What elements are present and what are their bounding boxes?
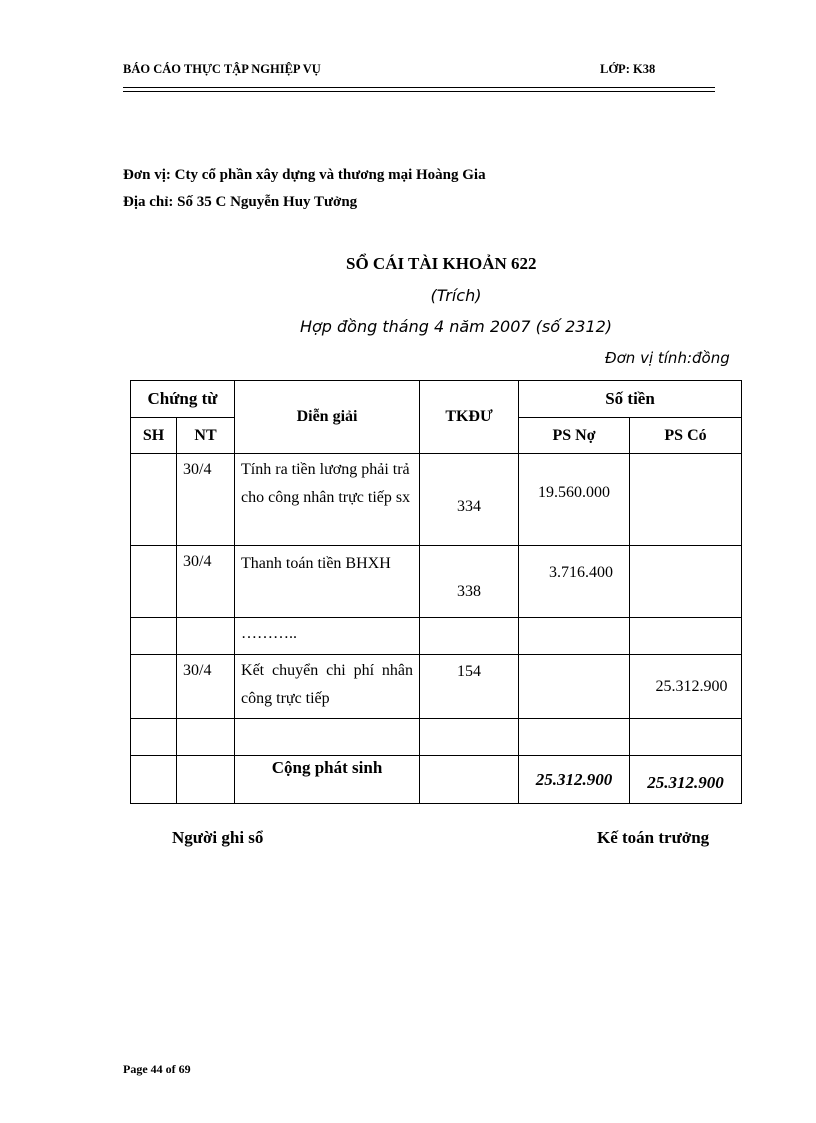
page-number: Page 44 of 69 xyxy=(123,1062,191,1076)
total-sh xyxy=(131,756,177,804)
cell-sh xyxy=(131,454,177,546)
header-rule-top xyxy=(123,87,715,88)
table-row xyxy=(131,454,742,546)
header-nt: NT xyxy=(177,418,235,454)
cell-account: 338 xyxy=(420,546,519,618)
cell-description: ……….. xyxy=(235,618,420,655)
cell-sh xyxy=(131,655,177,719)
cell-debit xyxy=(519,719,630,756)
cell-sh xyxy=(131,719,177,756)
cell-credit xyxy=(630,618,742,655)
cell-description xyxy=(235,719,420,756)
table-row xyxy=(131,546,742,618)
table-total-row xyxy=(131,756,742,804)
header-account: TKĐƯ xyxy=(420,381,519,454)
signature-recorder: Người ghi sổ xyxy=(172,828,264,847)
cell-debit xyxy=(519,618,630,655)
cell-description: Thanh toán tiền BHXH xyxy=(235,546,420,618)
cell-nt: 30/4 xyxy=(177,454,235,546)
total-nt xyxy=(177,756,235,804)
currency-note: Đơn vị tính:đồng xyxy=(605,349,730,367)
cell-debit: 3.716.400 xyxy=(519,546,630,618)
header-amount: Số tiền xyxy=(519,381,742,418)
header-sh: SH xyxy=(131,418,177,454)
cell-debit: 19.560.000 xyxy=(519,454,630,546)
cell-nt: 30/4 xyxy=(177,546,235,618)
cell-account xyxy=(420,618,519,655)
total-debit: 25.312.900 xyxy=(519,756,630,804)
subtitle-extract: (Trích) xyxy=(430,286,482,305)
total-account xyxy=(420,756,519,804)
unit-value: Cty cổ phần xây dựng và thương mại Hoàng Gia xyxy=(174,167,486,183)
cell-sh xyxy=(131,618,177,655)
cell-nt xyxy=(177,719,235,756)
table-header-row-1 xyxy=(131,381,742,418)
header-rule-bottom xyxy=(123,91,715,92)
cell-account xyxy=(420,719,519,756)
cell-credit xyxy=(630,454,742,546)
page-title: SỔ CÁI TÀI KHOẢN 622 xyxy=(346,254,537,273)
cell-description: Kết chuyển chi phí nhân công trực tiếp xyxy=(235,655,420,719)
unit-label: Đơn vị: xyxy=(123,167,171,183)
address-value: Số 35 C Nguyễn Huy Tưởng xyxy=(177,194,358,210)
table-row xyxy=(131,719,742,756)
unit-line xyxy=(123,167,486,184)
header-debit: PS Nợ xyxy=(519,418,630,454)
cell-account: 154 xyxy=(420,655,519,719)
header-description: Diễn giải xyxy=(235,381,420,454)
cell-nt: 30/4 xyxy=(177,655,235,719)
cell-credit xyxy=(630,719,742,756)
cell-credit xyxy=(630,546,742,618)
cell-account: 334 xyxy=(420,454,519,546)
address-label: Địa chỉ: xyxy=(123,194,174,210)
table-row xyxy=(131,655,742,719)
cell-sh xyxy=(131,546,177,618)
header-voucher: Chứng từ xyxy=(131,381,235,418)
total-label: Cộng phát sinh xyxy=(235,756,420,804)
header-left: BÁO CÁO THỰC TẬP NGHIỆP VỤ xyxy=(123,62,321,76)
table-row xyxy=(131,618,742,655)
header-right: LỚP: K38 xyxy=(600,62,656,76)
header-credit: PS Có xyxy=(630,418,742,454)
address-line xyxy=(123,194,357,211)
ledger-table xyxy=(130,380,742,804)
cell-description: Tính ra tiền lương phải trả cho công nhân trực tiếp sx xyxy=(235,454,420,546)
cell-nt xyxy=(177,618,235,655)
subtitle-contract: Hợp đồng tháng 4 năm 2007 (số 2312) xyxy=(299,317,613,336)
cell-debit xyxy=(519,655,630,719)
total-credit: 25.312.900 xyxy=(630,756,742,804)
signature-chief-accountant: Kế toán trưởng xyxy=(597,828,710,847)
cell-credit: 25.312.900 xyxy=(630,655,742,719)
